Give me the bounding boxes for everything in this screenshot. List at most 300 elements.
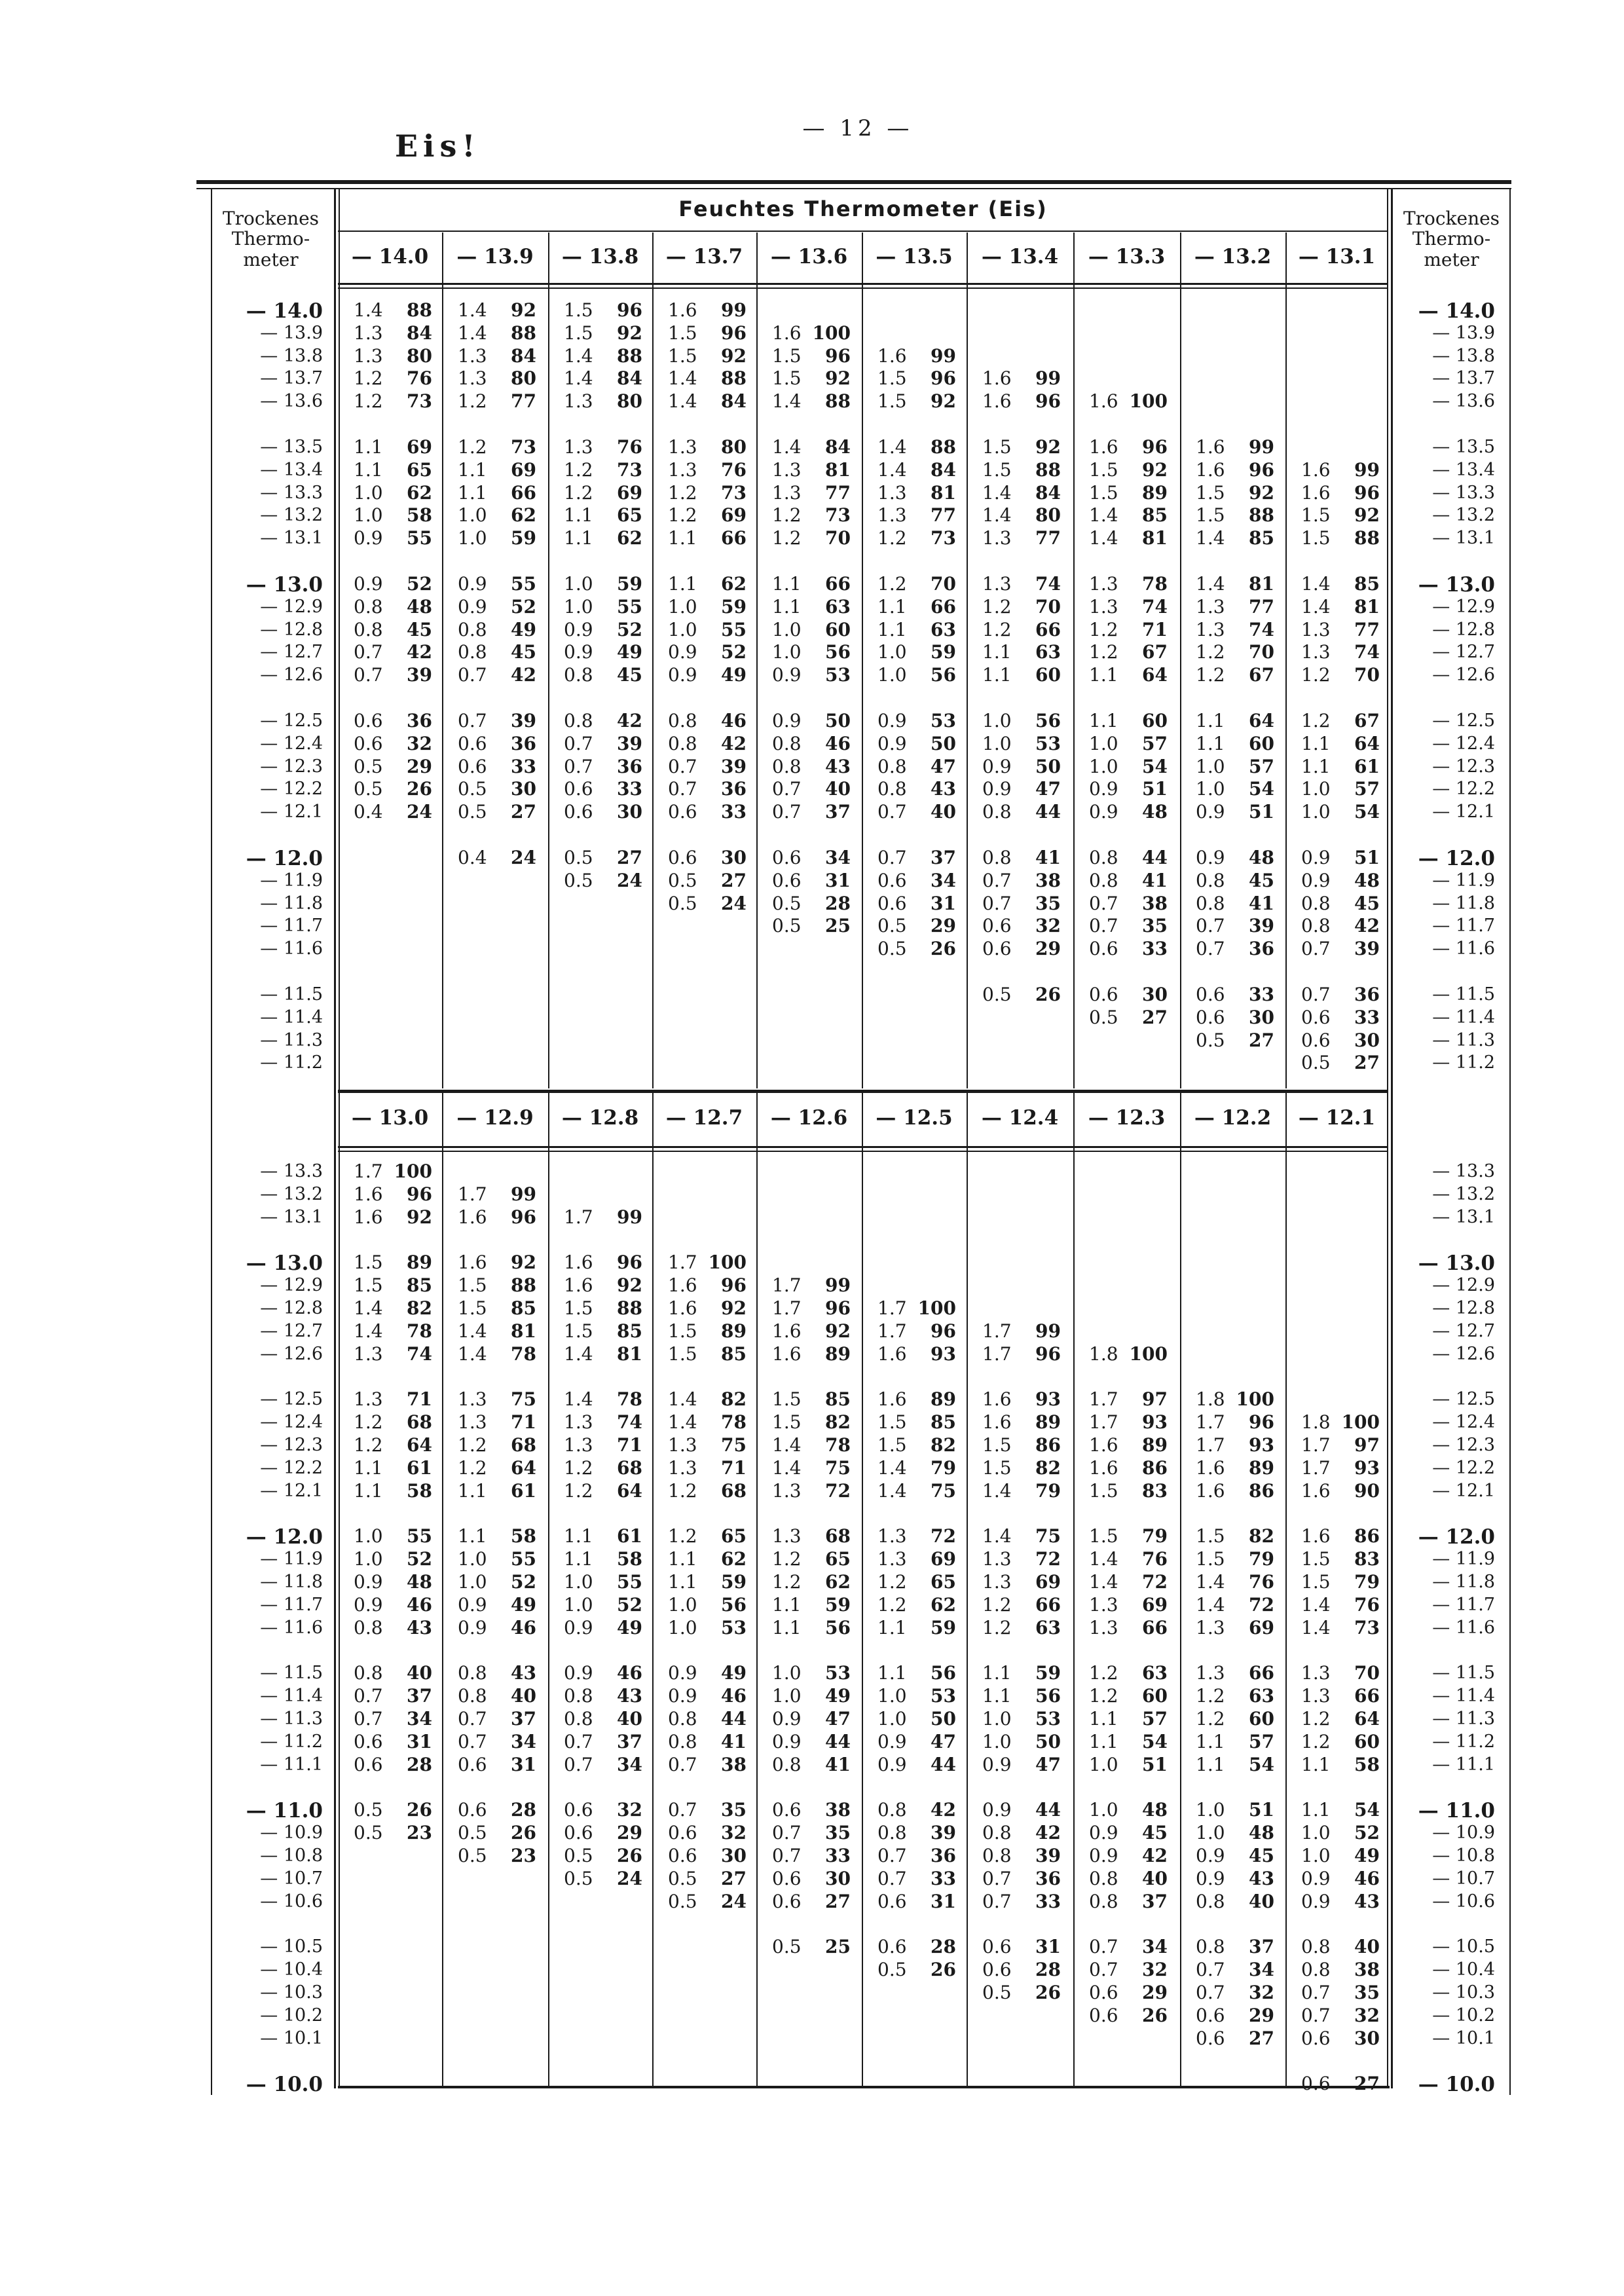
table-cell (458, 301, 536, 320)
table-cell (458, 458, 536, 481)
dewpoint-difference: 1.3 (1301, 1662, 1331, 1684)
table-cell (1301, 940, 1380, 958)
dewpoint-difference: 0.9 (458, 1616, 487, 1639)
dewpoint-difference: 1.0 (564, 1571, 593, 1593)
dry-temp-right: — 11.1 (1432, 1754, 1495, 1775)
dry-temp-right: — 12.9 (1432, 596, 1495, 617)
table-cell (564, 324, 642, 343)
relative-humidity: 24 (721, 1890, 747, 1912)
dewpoint-difference: 1.6 (1301, 481, 1331, 504)
dry-temp-right: — 11.8 (1432, 1572, 1495, 1592)
dewpoint-difference: 1.5 (1196, 1548, 1225, 1570)
dry-temp-left: — 11.2 (260, 1052, 323, 1073)
relative-humidity: 69 (511, 458, 536, 481)
dewpoint-difference: 1.2 (772, 1571, 802, 1593)
dewpoint-difference: 1.4 (458, 322, 487, 344)
dry-temp-right: — 12.9 (1432, 1275, 1495, 1296)
dewpoint-difference: 0.7 (1089, 1936, 1118, 1958)
dewpoint-difference: 1.4 (564, 367, 593, 390)
relative-humidity: 76 (1249, 1571, 1274, 1593)
dewpoint-difference: 1.1 (668, 1571, 697, 1593)
table-cell (564, 1730, 642, 1752)
table-cell (354, 1436, 432, 1454)
table-cell (1301, 1456, 1380, 1479)
dewpoint-difference: 1.2 (458, 1456, 487, 1479)
table-cell (668, 1573, 747, 1591)
column-divider (652, 232, 654, 1088)
dewpoint-difference: 1.0 (354, 1548, 383, 1570)
dewpoint-difference: 1.0 (458, 1548, 487, 1570)
relative-humidity: 77 (1035, 527, 1061, 549)
table-cell (982, 986, 1061, 1004)
table-cell (877, 1961, 956, 1979)
dewpoint-difference: 0.9 (877, 710, 907, 731)
dewpoint-difference: 1.3 (772, 458, 802, 481)
table-cell (354, 1322, 432, 1341)
table-cell (1196, 595, 1274, 618)
dewpoint-difference: 1.2 (354, 1434, 383, 1456)
dewpoint-difference: 1.0 (877, 664, 907, 686)
dewpoint-difference: 1.5 (982, 436, 1012, 458)
relative-humidity: 50 (931, 732, 956, 754)
table-cell (1301, 1527, 1380, 1546)
table-cell (1089, 940, 1168, 958)
table-cell (458, 1322, 536, 1341)
relative-humidity: 75 (1035, 1525, 1061, 1547)
relative-humidity: 100 (812, 322, 851, 344)
table-cell (354, 666, 432, 684)
table-cell (564, 529, 642, 547)
dewpoint-difference: 0.8 (1089, 869, 1118, 891)
dewpoint-difference: 1.4 (354, 299, 383, 321)
dry-temp-right: — 13.0 (1418, 1251, 1495, 1276)
table-cell (1196, 732, 1274, 754)
table-cell (564, 438, 642, 456)
column-header-wet-temp: — 12.4 (981, 1105, 1059, 1130)
table-cell (877, 1593, 956, 1616)
table-cell (1301, 1867, 1380, 1889)
relative-humidity: 92 (407, 1206, 432, 1228)
relative-humidity: 84 (931, 458, 956, 481)
dry-temp-left: — 13.5 (260, 437, 323, 457)
dewpoint-difference: 0.6 (1089, 938, 1118, 960)
dry-temp-left: — 12.9 (260, 596, 323, 617)
dewpoint-difference: 1.4 (982, 1479, 1012, 1502)
table-cell (1196, 1890, 1274, 1912)
dewpoint-difference: 1.1 (458, 481, 487, 504)
dewpoint-difference: 1.5 (877, 1411, 907, 1434)
relative-humidity: 32 (1142, 1959, 1168, 1981)
relative-humidity: 82 (825, 1411, 851, 1434)
table-cell (1301, 803, 1380, 821)
table-cell (354, 1253, 432, 1272)
relative-humidity: 51 (1249, 801, 1274, 823)
dewpoint-difference: 0.9 (458, 573, 487, 595)
column-divider (1285, 232, 1287, 1088)
table-cell (1089, 1710, 1168, 1728)
dewpoint-difference: 1.3 (877, 1525, 907, 1547)
table-cell (1089, 481, 1168, 504)
relative-humidity: 53 (931, 1685, 956, 1707)
table-cell (354, 324, 432, 343)
relative-humidity: 24 (511, 847, 536, 868)
relative-humidity: 37 (1249, 1936, 1274, 1958)
table-cell (772, 643, 851, 661)
relative-humidity: 69 (617, 481, 642, 504)
table-cell (1196, 618, 1274, 640)
relative-humidity: 50 (1035, 1730, 1061, 1752)
relative-humidity: 85 (511, 1297, 536, 1319)
left-inner-border-b (339, 189, 340, 2088)
table-cell (668, 1299, 747, 1318)
dewpoint-difference: 1.2 (982, 618, 1012, 640)
dry-temp-right: — 11.2 (1432, 1731, 1495, 1752)
dewpoint-difference: 0.6 (1301, 2073, 1331, 2095)
table-cell (1301, 1890, 1380, 1912)
dewpoint-difference: 0.6 (668, 847, 697, 868)
dry-temp-right: — 10.7 (1432, 1868, 1495, 1889)
dewpoint-difference: 1.4 (1089, 1571, 1118, 1593)
dewpoint-difference: 1.5 (1301, 527, 1331, 549)
dewpoint-difference: 1.5 (668, 1320, 697, 1342)
relative-humidity: 84 (825, 436, 851, 458)
table-cell (354, 712, 432, 730)
table-cell (564, 301, 642, 320)
dewpoint-difference: 1.2 (772, 504, 802, 527)
relative-humidity: 69 (1249, 1616, 1274, 1639)
dry-temp-left: — 12.8 (260, 619, 323, 640)
relative-humidity: 73 (1354, 1616, 1380, 1639)
table-cell (982, 712, 1061, 730)
relative-humidity: 68 (617, 1456, 642, 1479)
table-cell (982, 1322, 1061, 1341)
dewpoint-difference: 1.2 (564, 481, 593, 504)
table-top-rule (196, 180, 1511, 184)
table-cell (458, 666, 536, 684)
dry-temp-left: — 11.3 (260, 1029, 323, 1050)
relative-humidity: 100 (394, 1160, 432, 1182)
relative-humidity: 53 (721, 1616, 747, 1639)
table-cell (1196, 1527, 1274, 1546)
table-cell (772, 869, 851, 891)
table-cell (458, 481, 536, 504)
relative-humidity: 59 (721, 1571, 747, 1593)
table-cell (1301, 1961, 1380, 1979)
dewpoint-difference: 0.8 (877, 755, 907, 777)
table-cell (1301, 780, 1380, 798)
dewpoint-difference: 0.6 (1089, 2004, 1118, 2026)
dewpoint-difference: 0.7 (564, 732, 593, 754)
table-cell (1089, 1342, 1168, 1365)
relative-humidity: 55 (511, 573, 536, 595)
table-cell (564, 1710, 642, 1728)
table-cell (877, 1436, 956, 1454)
table-cell (877, 1390, 956, 1409)
table-cell (877, 458, 956, 481)
table-cell (982, 1710, 1061, 1728)
relative-humidity: 64 (617, 1479, 642, 1502)
table-cell (877, 529, 956, 547)
dewpoint-difference: 0.6 (564, 801, 593, 823)
relative-humidity: 46 (721, 710, 747, 731)
page-number: — 12 — (802, 115, 913, 141)
dewpoint-difference: 1.3 (458, 344, 487, 367)
table-cell (668, 301, 747, 320)
dewpoint-difference: 1.3 (668, 1456, 697, 1479)
dewpoint-difference: 0.9 (772, 710, 802, 731)
relative-humidity: 64 (1354, 732, 1380, 754)
dewpoint-difference: 1.0 (1301, 778, 1331, 800)
table-cell (564, 392, 642, 411)
dry-temp-right: — 13.2 (1432, 505, 1495, 526)
table-cell (772, 1593, 851, 1616)
dewpoint-difference: 0.6 (982, 915, 1012, 937)
dewpoint-difference: 0.5 (668, 1890, 697, 1912)
column-divider (1180, 1092, 1181, 2086)
relative-humidity: 60 (1142, 1685, 1168, 1707)
dewpoint-difference: 1.4 (564, 1388, 593, 1411)
table-cell (668, 1276, 747, 1295)
relative-humidity: 84 (721, 390, 747, 413)
dry-temp-right: — 12.5 (1432, 711, 1495, 731)
dewpoint-difference: 1.1 (1301, 732, 1331, 754)
dewpoint-difference: 1.0 (982, 732, 1012, 754)
dewpoint-difference: 0.7 (982, 892, 1012, 914)
relative-humidity: 76 (617, 436, 642, 458)
table-cell (354, 1299, 432, 1318)
table-cell (1196, 643, 1274, 661)
relative-humidity: 43 (617, 1685, 642, 1707)
dewpoint-difference: 0.7 (458, 1708, 487, 1730)
relative-humidity: 83 (1354, 1548, 1380, 1570)
dewpoint-difference: 0.9 (1301, 869, 1331, 891)
dry-temp-right: — 12.1 (1432, 802, 1495, 823)
dewpoint-difference: 1.4 (1089, 504, 1118, 527)
table-cell (877, 1479, 956, 1502)
relative-humidity: 35 (1142, 915, 1168, 937)
table-cell (982, 917, 1061, 935)
relative-humidity: 66 (825, 573, 851, 595)
dewpoint-difference: 0.9 (877, 1753, 907, 1775)
table-cell (354, 1413, 432, 1432)
relative-humidity: 64 (1354, 1708, 1380, 1730)
dewpoint-difference: 1.4 (458, 1320, 487, 1342)
table-cell (1301, 869, 1380, 891)
section-divider-rule (338, 1090, 1388, 1093)
table-cell (564, 1527, 642, 1546)
relative-humidity: 44 (721, 1708, 747, 1730)
table-cell (668, 1413, 747, 1432)
dewpoint-difference: 1.2 (668, 481, 697, 504)
dewpoint-difference: 0.8 (1196, 1936, 1225, 1958)
relative-humidity: 82 (931, 1434, 956, 1456)
dewpoint-difference: 1.1 (1301, 1753, 1331, 1775)
table-top-rule-thin (196, 188, 1511, 189)
relative-humidity: 55 (721, 618, 747, 640)
dewpoint-difference: 1.3 (458, 367, 487, 390)
table-cell (564, 1479, 642, 1502)
table-cell (668, 1753, 747, 1775)
relative-humidity: 81 (825, 458, 851, 481)
table-cell (668, 803, 747, 821)
relative-humidity: 79 (1035, 1479, 1061, 1502)
dry-temp-right: — 13.8 (1432, 345, 1495, 366)
dewpoint-difference: 0.6 (1089, 1982, 1118, 2003)
dewpoint-difference: 0.6 (564, 1822, 593, 1844)
table-cell (564, 595, 642, 618)
table-cell (354, 803, 432, 821)
relative-humidity: 62 (931, 1593, 956, 1616)
table-cell (877, 755, 956, 777)
dewpoint-difference: 1.2 (1196, 664, 1225, 686)
table-cell (772, 1847, 851, 1865)
dry-temp-left: — 11.9 (260, 870, 323, 891)
relative-humidity: 67 (1142, 641, 1168, 663)
dewpoint-difference: 1.4 (1196, 1571, 1225, 1593)
table-cell (354, 344, 432, 367)
relative-humidity: 63 (931, 618, 956, 640)
dewpoint-difference: 1.0 (668, 595, 697, 618)
relative-humidity: 37 (511, 1708, 536, 1730)
relative-humidity: 86 (1249, 1479, 1274, 1502)
dewpoint-difference: 1.7 (668, 1251, 697, 1274)
relative-humidity: 58 (407, 504, 432, 527)
table-cell (354, 1730, 432, 1752)
table-cell (1089, 1753, 1168, 1775)
table-cell (458, 438, 536, 456)
table-cell (668, 1342, 747, 1365)
table-cell (458, 618, 536, 640)
dewpoint-difference: 1.1 (1301, 1799, 1331, 1821)
relative-humidity: 71 (511, 1411, 536, 1434)
table-cell (1089, 1390, 1168, 1409)
dewpoint-difference: 0.8 (1196, 869, 1225, 891)
relative-humidity: 61 (617, 1525, 642, 1547)
table-cell (354, 506, 432, 525)
table-cell (354, 438, 432, 456)
dewpoint-difference: 0.5 (877, 1959, 907, 1981)
dry-temp-left: — 12.0 (246, 1525, 323, 1549)
relative-humidity: 33 (1249, 984, 1274, 1005)
relative-humidity: 92 (825, 1320, 851, 1342)
relative-humidity: 96 (931, 1320, 956, 1342)
dewpoint-difference: 1.2 (668, 504, 697, 527)
table-cell (564, 869, 642, 891)
table-cell (458, 1593, 536, 1616)
dewpoint-difference: 1.5 (877, 390, 907, 413)
dewpoint-difference: 1.3 (1301, 641, 1331, 663)
dewpoint-difference: 1.6 (772, 1320, 802, 1342)
dewpoint-difference: 0.6 (1196, 984, 1225, 1005)
table-cell (668, 732, 747, 754)
relative-humidity: 72 (1249, 1593, 1274, 1616)
table-cell (772, 1890, 851, 1912)
table-cell (668, 869, 747, 891)
dewpoint-difference: 0.9 (1196, 847, 1225, 868)
relative-humidity: 61 (407, 1456, 432, 1479)
dewpoint-difference: 1.1 (564, 1525, 593, 1547)
relative-humidity: 84 (617, 367, 642, 390)
table-cell (668, 849, 747, 867)
relative-humidity: 40 (1249, 1890, 1274, 1912)
relative-humidity: 25 (825, 915, 851, 937)
dewpoint-difference: 1.3 (982, 527, 1012, 549)
dry-temp-right: — 12.6 (1432, 665, 1495, 686)
relative-humidity: 30 (825, 1867, 851, 1889)
relative-humidity: 47 (931, 755, 956, 777)
relative-humidity: 71 (617, 1434, 642, 1456)
table-cell (1089, 755, 1168, 777)
dewpoint-difference: 0.5 (564, 869, 593, 891)
dry-temp-left: — 12.6 (260, 1343, 323, 1364)
dewpoint-difference: 1.5 (1301, 1571, 1331, 1593)
dewpoint-difference: 1.1 (1196, 1730, 1225, 1752)
relative-humidity: 85 (1142, 504, 1168, 527)
relative-humidity: 99 (1249, 436, 1274, 458)
dewpoint-difference: 1.2 (458, 390, 487, 413)
dewpoint-difference: 1.3 (354, 344, 383, 367)
table-cell (458, 1753, 536, 1775)
dewpoint-difference: 1.0 (982, 1730, 1012, 1752)
relative-humidity: 60 (825, 618, 851, 640)
dewpoint-difference: 1.2 (877, 573, 907, 595)
dewpoint-difference: 1.1 (668, 1548, 697, 1570)
relative-humidity: 46 (407, 1593, 432, 1616)
dewpoint-difference: 0.8 (564, 1708, 593, 1730)
table-cell (982, 481, 1061, 504)
relative-humidity: 34 (511, 1730, 536, 1752)
relative-humidity: 59 (825, 1593, 851, 1616)
dewpoint-difference: 1.0 (354, 1525, 383, 1547)
dewpoint-difference: 1.1 (1196, 710, 1225, 731)
relative-humidity: 62 (721, 1548, 747, 1570)
table-cell (564, 1208, 642, 1227)
dry-temp-left: — 11.8 (260, 893, 323, 914)
relative-humidity: 40 (1142, 1867, 1168, 1889)
table-cell (1089, 1867, 1168, 1889)
dewpoint-difference: 1.3 (1089, 1593, 1118, 1616)
dewpoint-difference: 1.3 (877, 504, 907, 527)
relative-humidity: 64 (511, 1456, 536, 1479)
relative-humidity: 37 (1142, 1890, 1168, 1912)
relative-humidity: 53 (1035, 1708, 1061, 1730)
relative-humidity: 26 (407, 778, 432, 800)
table-cell (772, 1616, 851, 1639)
dewpoint-difference: 1.5 (1196, 481, 1225, 504)
dry-temp-left: — 10.8 (260, 1845, 323, 1866)
table-cell (1089, 438, 1168, 456)
table-cell (1301, 643, 1380, 661)
dewpoint-difference: 1.5 (772, 1388, 802, 1411)
relative-humidity: 40 (825, 778, 851, 800)
dewpoint-difference: 1.1 (982, 664, 1012, 686)
relative-humidity: 48 (407, 595, 432, 618)
dewpoint-difference: 1.3 (1089, 595, 1118, 618)
relative-humidity: 30 (1142, 984, 1168, 1005)
table-cell (354, 481, 432, 504)
dewpoint-difference: 1.0 (1089, 1799, 1118, 1821)
relative-humidity: 53 (825, 1662, 851, 1684)
relative-humidity: 74 (1249, 618, 1274, 640)
table-cell (668, 1479, 747, 1502)
column-header-wet-temp: — 13.0 (351, 1105, 429, 1130)
dewpoint-difference: 1.2 (354, 367, 383, 390)
relative-humidity: 49 (511, 618, 536, 640)
relative-humidity: 64 (1249, 710, 1274, 731)
relative-humidity: 73 (825, 504, 851, 527)
dewpoint-difference: 1.1 (1301, 755, 1331, 777)
dewpoint-difference: 0.9 (458, 1593, 487, 1616)
